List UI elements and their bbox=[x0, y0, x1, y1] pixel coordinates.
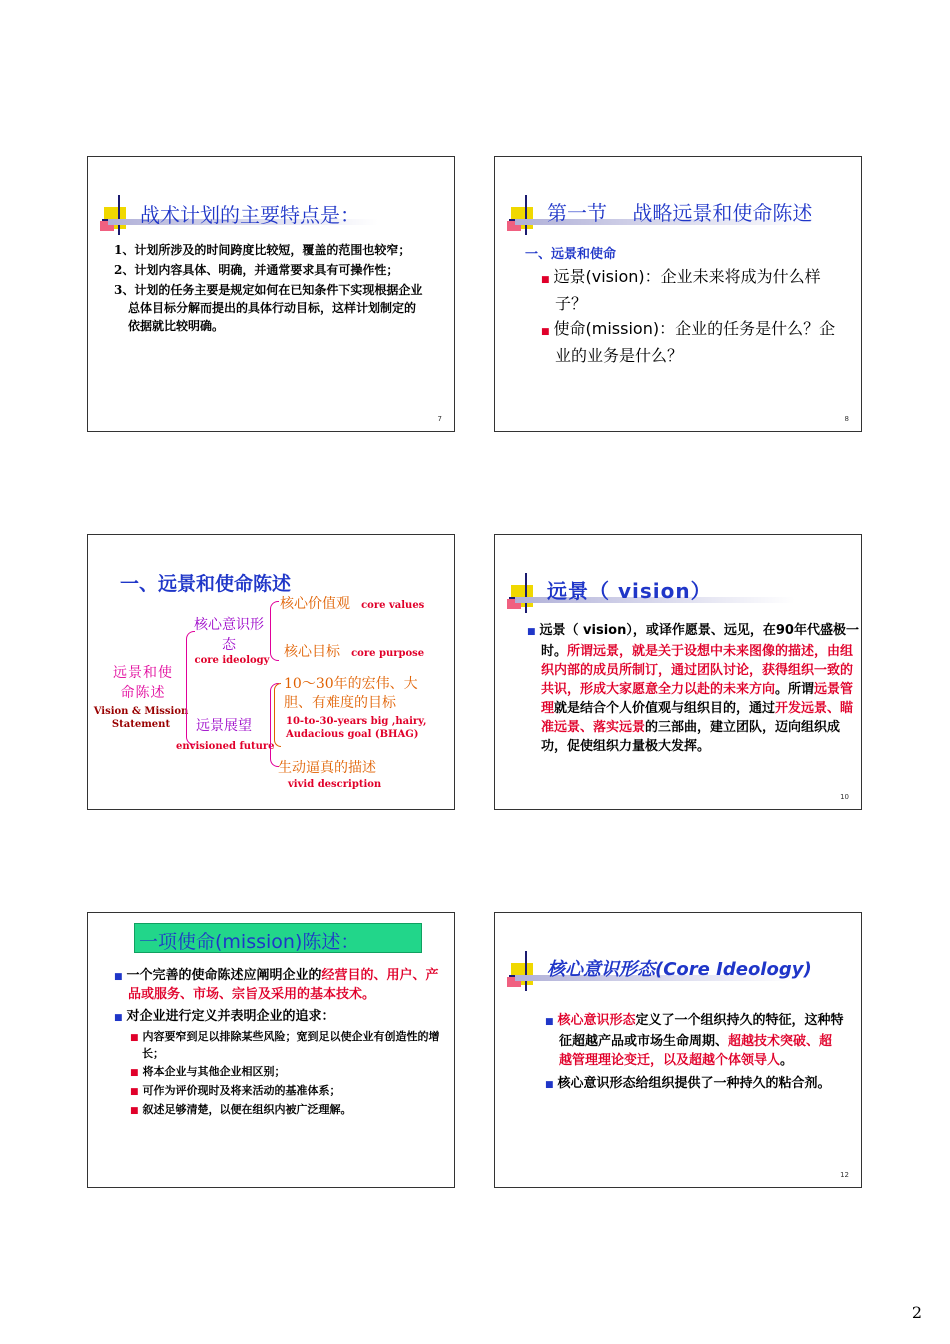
slide-logo-icon bbox=[507, 195, 543, 235]
list-item: ■ 远景(vision)：企业未来将成为什么样子？ bbox=[541, 267, 821, 313]
sub-list-item: ■ 可作为评价现时及将来活动的基准体系； bbox=[130, 1084, 341, 1097]
slide-logo-icon bbox=[100, 195, 136, 235]
leaf-bhag-cn: 10～30年的宏伟、大胆、有难度的目标 bbox=[284, 676, 418, 711]
slide-number: 12 bbox=[840, 1171, 849, 1179]
leaf-vivid-en: vivid description bbox=[288, 779, 382, 790]
core-cn: 核心意识形态 bbox=[194, 617, 264, 653]
slide-7 bbox=[87, 156, 455, 432]
slide-body bbox=[114, 241, 424, 335]
slide-body bbox=[541, 265, 841, 367]
list-item: ■ 对企业进行定义并表明企业的追求： bbox=[114, 1009, 335, 1024]
list-item: 2、计划内容具体、明确，并通常要求具有可操作性； bbox=[114, 263, 399, 277]
leaf-core-values: 核心价值观 core values bbox=[280, 596, 425, 612]
future-en: envisioned future bbox=[176, 741, 275, 752]
slide-11 bbox=[87, 912, 455, 1188]
future-cn: 远景展望 bbox=[196, 718, 252, 734]
list-item: 3、计划的任务主要是规定如何在已知条件下实现根据企业总体目标分解而提出的具体行动目标，这样计划制定的依据就比较明确。 bbox=[114, 283, 423, 333]
root-en: Vision & Mission Statement bbox=[93, 706, 189, 730]
list-item: ■ 一个完善的使命陈述应阐明企业的经营目的、用户、产品或服务、市场、宗旨及采用的基本技术。 bbox=[114, 968, 439, 1002]
root-cn: 远景和使命陈述 bbox=[113, 665, 173, 701]
slide-logo-icon bbox=[507, 573, 543, 613]
slide-logo-icon bbox=[507, 951, 543, 991]
list-item: ■ 核心意识形态定义了一个组织持久的特征，这种特征超越产品或市场生命周期、超越技术突破、超越管理理论变迁，以及超越个体领导人。 bbox=[545, 1013, 844, 1068]
core-en: core ideology bbox=[194, 655, 270, 666]
slide-number: 7 bbox=[437, 415, 442, 423]
page-number: 2 bbox=[911, 1303, 922, 1322]
sub-list-item: ■ 叙述足够清楚，以便在组织内被广泛理解。 bbox=[130, 1103, 352, 1116]
leaf-core-purpose: 核心目标 core purpose bbox=[284, 644, 425, 660]
slide-number: 8 bbox=[844, 415, 849, 423]
core-brace bbox=[270, 601, 279, 661]
slide-title: 核心意识形态(Core Ideology) bbox=[547, 959, 812, 980]
slide-title: 第一节 战略远景和使命陈述 bbox=[547, 201, 813, 225]
slide-12 bbox=[494, 912, 862, 1188]
slide-title: 一、远景和使命陈述 bbox=[120, 573, 292, 595]
slide-number: 10 bbox=[840, 793, 849, 801]
sub-list-item: ■ 将本企业与其他企业相区别； bbox=[130, 1065, 286, 1078]
list-item: ■ 核心意识形态给组织提供了一种持久的粘合剂。 bbox=[545, 1076, 831, 1091]
slide-body: ■ 远景（ vision），或译作愿景、远见，在90年代盛极一时。所谓远景，就是关于设想中未来图像的描述，由组织内部的成员所制订，通过团队讨论，获得组织一致的共识，形成大家愿意全力以赴的未来方向。所谓远景管理就是结合个人价值观与组织目的，通过开发远景、瞄准远景、落实远景的三部曲，建立团队，迈向组织成功，促使组织力量极大发挥。 bbox=[527, 623, 859, 754]
slide-8 bbox=[494, 156, 862, 432]
slide-title: 一项使命(mission)陈述： bbox=[134, 923, 422, 953]
slide-body bbox=[114, 967, 444, 1119]
list-item: 1、计划所涉及的时间跨度比较短，覆盖的范围也较窄； bbox=[114, 243, 411, 257]
slide-10 bbox=[494, 534, 862, 810]
slide-title: 战术计划的主要特点是： bbox=[140, 203, 360, 227]
leaf-bhag-en: 10-to-30-years big ,hairy, Audacious goal (BHAG) bbox=[286, 716, 427, 740]
slide-9 bbox=[87, 534, 455, 810]
sub-list-item: ■ 内容要窄到足以排除某些风险；宽到足以使企业有创造性的增长； bbox=[130, 1030, 440, 1060]
bhag-brace bbox=[274, 683, 281, 747]
slide-body bbox=[545, 1011, 845, 1095]
leaf-vivid-cn: 生动逼真的描述 bbox=[278, 760, 376, 776]
slide-subtitle: 一、远景和使命 bbox=[525, 247, 617, 262]
list-item: ■ 使命(mission)：企业的任务是什么？企业的业务是什么？ bbox=[541, 319, 836, 365]
slide-title: 远景（ vision） bbox=[547, 579, 712, 603]
